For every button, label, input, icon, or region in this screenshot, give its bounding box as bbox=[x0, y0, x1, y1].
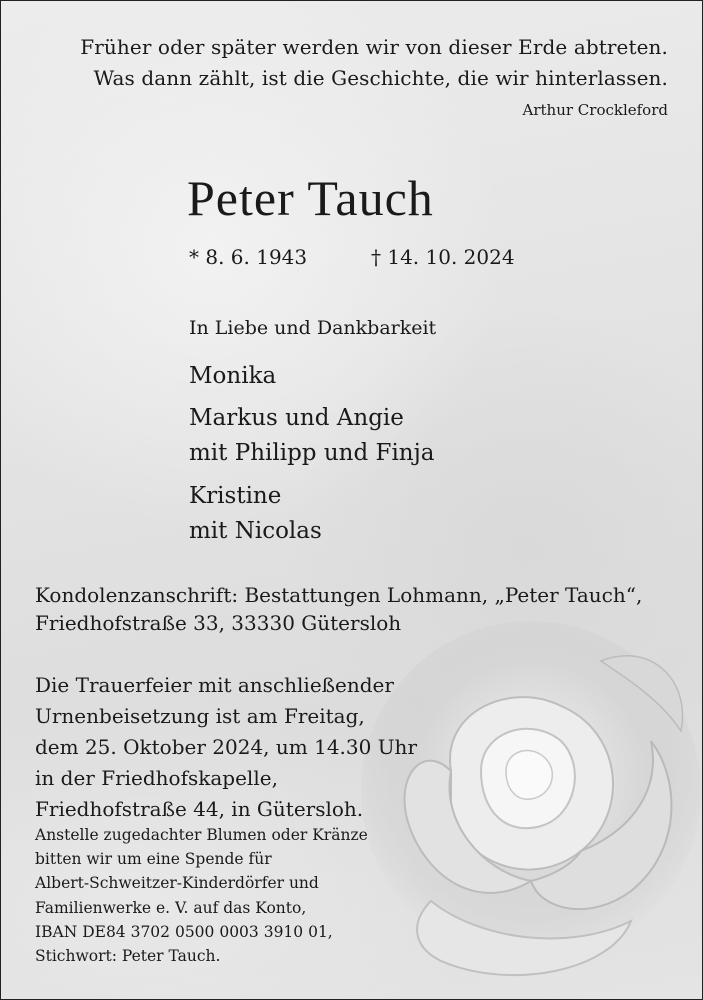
condolence-address-line-2: Friedhofstraße 33, 33330 Gütersloh bbox=[35, 611, 402, 635]
donation-info-line: IBAN DE84 3702 0500 0003 3910 01, bbox=[35, 923, 333, 941]
quote-author: Arthur Crockleford bbox=[522, 101, 668, 119]
deceased-name: Peter Tauch bbox=[187, 170, 434, 226]
funeral-info-line: Die Trauerfeier mit anschließender bbox=[35, 673, 394, 697]
quote-line-1: Früher oder später werden wir von dieser Erde abtreten. bbox=[80, 35, 668, 59]
donation-info-line: bitten wir um eine Spende für bbox=[35, 850, 272, 868]
mourner-line: Kristine bbox=[189, 483, 282, 509]
mourner-line: mit Nicolas bbox=[189, 518, 322, 544]
mourner-line: Monika bbox=[189, 363, 277, 389]
mourners-intro: In Liebe und Dankbarkeit bbox=[189, 317, 437, 339]
death-date: † 14. 10. 2024 bbox=[371, 245, 515, 269]
funeral-info-line: Urnenbeisetzung ist am Freitag, bbox=[35, 704, 365, 728]
donation-info-line: Stichwort: Peter Tauch. bbox=[35, 947, 221, 965]
donation-info-line: Familienwerke e. V. auf das Konto, bbox=[35, 899, 307, 917]
condolence-address-line-1: Kondolenzanschrift: Bestattungen Lohmann, „Peter Tauch“, bbox=[35, 583, 643, 607]
quote-line-2: Was dann zählt, ist die Geschichte, die wir hinterlassen. bbox=[93, 66, 668, 90]
funeral-info-line: Friedhofstraße 44, in Gütersloh. bbox=[35, 797, 364, 821]
funeral-info-line: in der Friedhofskapelle, bbox=[35, 766, 278, 790]
donation-info-line: Anstelle zugedachter Blumen oder Kränze bbox=[35, 826, 368, 844]
donation-info-line: Albert-Schweitzer-Kinderdörfer und bbox=[35, 874, 319, 892]
mourner-line: Markus und Angie bbox=[189, 405, 404, 431]
funeral-info-line: dem 25. Oktober 2024, um 14.30 Uhr bbox=[35, 735, 418, 759]
mourner-line: mit Philipp und Finja bbox=[189, 440, 435, 466]
birth-date: * 8. 6. 1943 bbox=[189, 245, 308, 269]
